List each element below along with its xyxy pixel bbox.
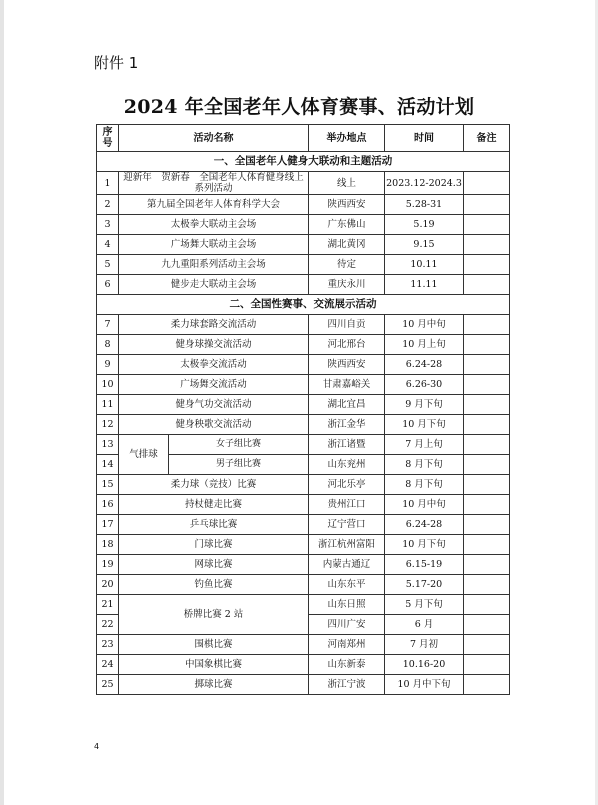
table-row [97, 415, 510, 435]
table-row [97, 515, 510, 535]
cell-note [464, 235, 510, 255]
table-row [97, 655, 510, 675]
cell-note [464, 375, 510, 395]
cell-location: 辽宁营口 [309, 515, 385, 535]
table-row [97, 595, 510, 615]
cell-note [464, 215, 510, 235]
cell-no: 16 [97, 495, 119, 515]
cell-no: 12 [97, 415, 119, 435]
cell-name: 健身气功交流活动 [119, 395, 309, 415]
table-row [97, 195, 510, 215]
cell-location: 河南郑州 [309, 635, 385, 655]
cell-no: 19 [97, 555, 119, 575]
cell-location: 陕西西安 [309, 355, 385, 375]
cell-name: 掷球比赛 [119, 675, 309, 695]
cell-note [464, 172, 510, 195]
header-note: 备注 [464, 125, 510, 152]
cell-name: 广场舞交流活动 [119, 375, 309, 395]
cell-time: 11.11 [385, 275, 464, 295]
cell-time: 5 月下旬 [385, 595, 464, 615]
cell-note [464, 575, 510, 595]
cell-no: 11 [97, 395, 119, 415]
table-row [97, 375, 510, 395]
cell-name: 健身秧歌交流活动 [119, 415, 309, 435]
cell-name: 门球比赛 [119, 535, 309, 555]
table-row [97, 335, 510, 355]
table-row [97, 435, 510, 455]
cell-location: 山东日照 [309, 595, 385, 615]
table-row [97, 235, 510, 255]
cell-note [464, 335, 510, 355]
cell-note [464, 675, 510, 695]
cell-no: 18 [97, 535, 119, 555]
cell-location: 浙江诸暨 [309, 435, 385, 455]
cell-no: 13 [97, 435, 119, 455]
cell-name: 中国象棋比赛 [119, 655, 309, 675]
cell-time: 9 月下旬 [385, 395, 464, 415]
page-number: 4 [94, 742, 100, 751]
section-title: 一、全国老年人健身大联动和主题活动 [97, 152, 510, 172]
cell-location: 浙江金华 [309, 415, 385, 435]
cell-note [464, 535, 510, 555]
cell-time: 5.19 [385, 215, 464, 235]
cell-time: 5.28-31 [385, 195, 464, 215]
cell-location: 广东佛山 [309, 215, 385, 235]
cell-time: 6.24-28 [385, 515, 464, 535]
section-row [97, 295, 510, 315]
cell-note [464, 355, 510, 375]
cell-no: 5 [97, 255, 119, 275]
cell-no: 22 [97, 615, 119, 635]
cell-location: 湖北宜昌 [309, 395, 385, 415]
cell-location: 山东兖州 [309, 455, 385, 475]
cell-note [464, 275, 510, 295]
cell-location: 线上 [309, 172, 385, 195]
cell-location: 陕西西安 [309, 195, 385, 215]
cell-time: 7 月上旬 [385, 435, 464, 455]
cell-time: 9.15 [385, 235, 464, 255]
cell-time: 6.15-19 [385, 555, 464, 575]
cell-location: 山东东平 [309, 575, 385, 595]
cell-note [464, 435, 510, 455]
cell-no: 3 [97, 215, 119, 235]
cell-no: 9 [97, 355, 119, 375]
cell-note [464, 495, 510, 515]
cell-name: 迎新年 贺新春 全国老年人体育健身线上系列活动 [119, 172, 309, 195]
section-row [97, 152, 510, 172]
cell-no: 23 [97, 635, 119, 655]
cell-name: 健身球操交流活动 [119, 335, 309, 355]
cell-no: 6 [97, 275, 119, 295]
cell-no: 2 [97, 195, 119, 215]
cell-no: 10 [97, 375, 119, 395]
cell-name: 男子组比赛 [169, 455, 309, 475]
cell-note [464, 195, 510, 215]
cell-time: 8 月下旬 [385, 455, 464, 475]
cell-no: 7 [97, 315, 119, 335]
cell-group: 气排球 [119, 435, 169, 475]
cell-no: 17 [97, 515, 119, 535]
header-time: 时间 [385, 125, 464, 152]
cell-time: 10 月下旬 [385, 535, 464, 555]
cell-name: 围棋比赛 [119, 635, 309, 655]
cell-location: 山东新泰 [309, 655, 385, 675]
cell-name: 柔力球（竞技）比赛 [119, 475, 309, 495]
table-row [97, 172, 510, 195]
cell-name: 太极拳交流活动 [119, 355, 309, 375]
table-row [97, 575, 510, 595]
table-row [97, 475, 510, 495]
cell-location: 甘肃嘉峪关 [309, 375, 385, 395]
cell-no: 21 [97, 595, 119, 615]
cell-location: 浙江宁波 [309, 675, 385, 695]
cell-location: 四川自贡 [309, 315, 385, 335]
cell-note [464, 655, 510, 675]
cell-location: 河北乐亭 [309, 475, 385, 495]
cell-note [464, 555, 510, 575]
cell-note [464, 455, 510, 475]
cell-location: 待定 [309, 255, 385, 275]
cell-time: 6 月 [385, 615, 464, 635]
table-row [97, 355, 510, 375]
table-row [97, 315, 510, 335]
cell-location: 重庆永川 [309, 275, 385, 295]
cell-note [464, 315, 510, 335]
cell-time: 8 月下旬 [385, 475, 464, 495]
cell-name: 乒乓球比赛 [119, 515, 309, 535]
cell-no: 1 [97, 172, 119, 195]
cell-note [464, 255, 510, 275]
cell-location: 湖北黄冈 [309, 235, 385, 255]
event-plan-table [96, 124, 510, 695]
cell-name: 持杖健走比赛 [119, 495, 309, 515]
cell-time: 10.11 [385, 255, 464, 275]
cell-location: 四川广安 [309, 615, 385, 635]
cell-note [464, 635, 510, 655]
cell-location: 河北邢台 [309, 335, 385, 355]
cell-time: 10.16-20 [385, 655, 464, 675]
cell-name: 女子组比赛 [169, 435, 309, 455]
cell-name: 健步走大联动主会场 [119, 275, 309, 295]
header-name: 活动名称 [119, 125, 309, 152]
cell-time: 10 月上旬 [385, 335, 464, 355]
cell-no: 8 [97, 335, 119, 355]
table-row [97, 635, 510, 655]
cell-time: 5.17-20 [385, 575, 464, 595]
cell-no: 20 [97, 575, 119, 595]
cell-time: 7 月初 [385, 635, 464, 655]
cell-name: 广场舞大联动主会场 [119, 235, 309, 255]
table-row [97, 495, 510, 515]
cell-location: 浙江杭州富阳 [309, 535, 385, 555]
header-location: 举办地点 [309, 125, 385, 152]
table-row [97, 535, 510, 555]
table-row [97, 275, 510, 295]
cell-note [464, 475, 510, 495]
page-edge-left [0, 0, 4, 805]
cell-note [464, 615, 510, 635]
cell-location: 贵州江口 [309, 495, 385, 515]
cell-note [464, 595, 510, 615]
table-row [97, 215, 510, 235]
cell-name: 钓鱼比赛 [119, 575, 309, 595]
cell-note [464, 515, 510, 535]
section-title: 二、全国性赛事、交流展示活动 [97, 295, 510, 315]
cell-no: 15 [97, 475, 119, 495]
cell-note [464, 395, 510, 415]
cell-name: 九九重阳系列活动主会场 [119, 255, 309, 275]
cell-name: 网球比赛 [119, 555, 309, 575]
cell-name: 第九届全国老年人体育科学大会 [119, 195, 309, 215]
cell-time: 10 月中下旬 [385, 675, 464, 695]
table-row [97, 255, 510, 275]
cell-note [464, 415, 510, 435]
cell-name: 太极拳大联动主会场 [119, 215, 309, 235]
cell-no: 24 [97, 655, 119, 675]
document-title: 2024 年全国老年人体育赛事、活动计划 [123, 96, 475, 118]
cell-no: 4 [97, 235, 119, 255]
cell-no: 14 [97, 455, 119, 475]
table-header-row [97, 125, 510, 152]
header-seq: 序 号 [97, 125, 119, 152]
cell-name: 柔力球套路交流活动 [119, 315, 309, 335]
cell-name: 桥牌比赛 2 站 [119, 595, 309, 635]
cell-time: 6.26-30 [385, 375, 464, 395]
cell-no: 25 [97, 675, 119, 695]
cell-location: 内蒙古通辽 [309, 555, 385, 575]
table-row [97, 675, 510, 695]
cell-time: 2023.12-2024.3 [385, 172, 464, 195]
cell-time: 6.24-28 [385, 355, 464, 375]
cell-time: 10 月中旬 [385, 315, 464, 335]
table-row [97, 555, 510, 575]
cell-time: 10 月下旬 [385, 415, 464, 435]
table-row [97, 395, 510, 415]
cell-time: 10 月中旬 [385, 495, 464, 515]
attachment-label: 附件 1 [94, 54, 139, 72]
